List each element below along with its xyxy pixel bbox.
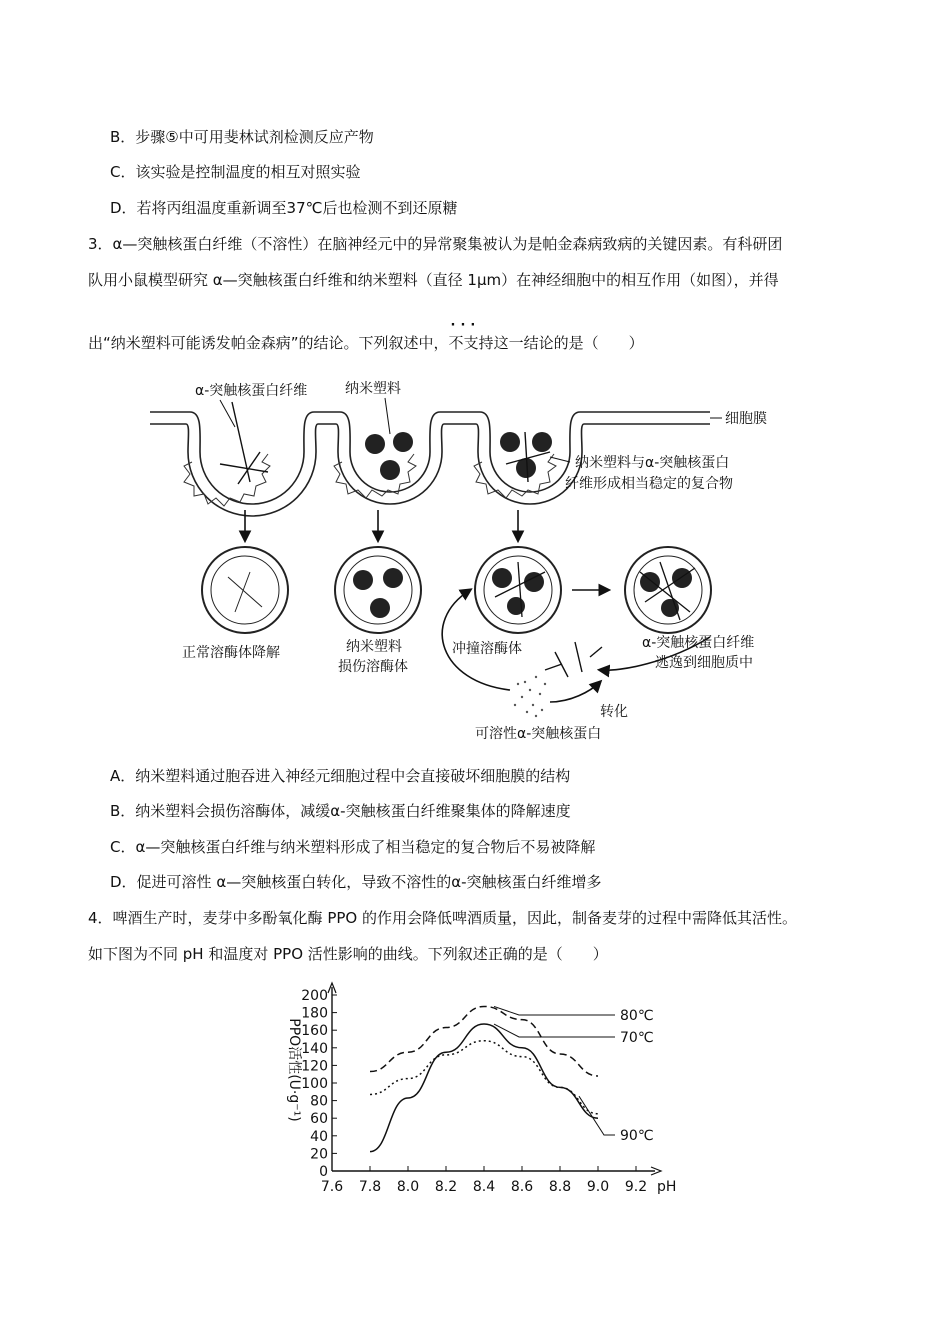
soluble-protein-dots: [514, 676, 546, 717]
y-axis-label: PPO活性(U·g⁻¹): [286, 1018, 302, 1122]
label-soluble: 可溶性α-突触核蛋白: [475, 726, 602, 742]
q3-option-d: D．促进可溶性 α—突触核蛋白转化，导致不溶性的α-突触核蛋白纤维增多: [110, 873, 602, 891]
q2-option-b: B．步骤⑤中可用斐林试剂检测反应产物: [110, 128, 374, 146]
x-axis-label: pH: [657, 1179, 677, 1195]
emphasis-dots: ···: [450, 318, 481, 333]
fiber-strands: [220, 402, 268, 484]
x-tick-label: 8.2: [434, 1179, 458, 1195]
y-tick-label: 80: [310, 1093, 328, 1110]
y-tick-label: 60: [310, 1111, 328, 1128]
x-tick-label: 8.8: [548, 1179, 572, 1195]
y-tick-label: 100: [301, 1076, 328, 1092]
down-arrows: [245, 510, 518, 540]
lysosome-normal: [202, 547, 288, 633]
series-leader: [494, 1024, 615, 1037]
q3-stem-line3-pre: 出“纳米塑料可能诱发帕金森病”的结论。下列叙述中，: [88, 334, 449, 352]
lysosome-damaged: [335, 547, 421, 633]
y-tick-label: 200: [301, 988, 328, 1004]
q3-option-a: A．纳米塑料通过胞吞进入神经元细胞过程中会直接破坏细胞膜的结构: [110, 767, 571, 785]
clathrin-coat: [184, 454, 556, 506]
label-fiber: α-突触核蛋白纤维: [195, 383, 308, 399]
chart-series: [370, 1006, 598, 1151]
escaped-fibers: [545, 642, 602, 677]
x-tick-label: 7.8: [358, 1179, 382, 1195]
q3-stem-line1: 3．α—突触核蛋白纤维（不溶性）在脑神经元中的异常聚集被认为是帕金森病致病的关键因素。有科研团: [88, 235, 783, 253]
q3-stem-line2: 队用小鼠模型研究 α—突触核蛋白纤维和纳米塑料（直径 1μm）在神经细胞中的相互作用（如图），并得: [88, 271, 779, 289]
label-escape-1: α-突触核蛋白纤维: [642, 635, 755, 651]
label-membrane: 细胞膜: [725, 411, 767, 427]
chart-labels: [494, 1006, 654, 1144]
ppo-activity-chart: [260, 975, 690, 1210]
label-damage-1: 纳米塑料: [346, 639, 402, 655]
x-tick-label: 9.0: [586, 1179, 610, 1195]
label-nanoplastic: 纳米塑料: [345, 381, 401, 397]
y-tick-label: 40: [310, 1128, 328, 1145]
q4-stem-line2: 如下图为不同 pH 和温度对 PPO 活性影响的曲线。下列叙述正确的是（ ）: [88, 945, 608, 963]
label-normal: 正常溶酶体降解: [182, 645, 280, 661]
series-line-90c: [370, 1041, 598, 1114]
lysosome-impacted: [475, 547, 561, 633]
x-tick-label: 8.4: [472, 1179, 496, 1195]
x-tick-label: 9.2: [624, 1179, 648, 1195]
y-tick-label: 140: [301, 1040, 328, 1057]
series-label: 80℃: [620, 1008, 654, 1024]
y-tick-label: 20: [310, 1146, 328, 1163]
series-line-70c: [370, 1024, 598, 1152]
series-leader: [579, 1096, 615, 1135]
q3-option-b: B．纳米塑料会损伤溶酶体，减缓α-突触核蛋白纤维聚集体的降解速度: [110, 802, 571, 820]
y-tick-label: 120: [301, 1058, 328, 1075]
series-label: 70℃: [620, 1030, 654, 1046]
label-impact: 冲撞溶酶体: [452, 641, 522, 657]
y-tick-label: 160: [301, 1023, 328, 1040]
y-tick-label: 180: [301, 1005, 328, 1022]
y-tick-label: 0: [319, 1164, 328, 1180]
q3-stem-line3: [88, 318, 644, 353]
x-tick-label: 8.6: [510, 1179, 534, 1195]
q3-stem-line3-post: 这一结论的是（ ）: [493, 334, 644, 352]
q2-option-d: D．若将丙组温度重新调至37℃后也检测不到还原糖: [110, 199, 458, 217]
label-escape-2: 逃逸到细胞质中: [655, 655, 753, 671]
label-damage-2: 损伤溶酶体: [338, 659, 408, 675]
lysosome-diagram: [150, 372, 800, 747]
emphasis-not-support: ··· 不支持: [448, 318, 494, 352]
lysosome-ruptured: [625, 547, 711, 633]
series-label: 90℃: [620, 1128, 654, 1144]
q3-option-c: C．α—突触核蛋白纤维与纳米塑料形成了相当稳定的复合物后不易被降解: [110, 838, 596, 856]
q2-option-c: C．该实验是控制温度的相互对照实验: [110, 163, 361, 181]
series-leader: [494, 1006, 615, 1015]
x-tick-label: 7.6: [320, 1179, 344, 1195]
label-complex-2: 纤维形成相当稳定的复合物: [565, 476, 733, 492]
q4-stem-line1: 4．啤酒生产时，麦芽中多酚氧化酶 PPO 的作用会降低啤酒质量，因此，制备麦芽的过程中需降低其活性。: [88, 909, 797, 927]
label-complex-1: 纳米塑料与α-突触核蛋白: [575, 455, 730, 471]
x-tick-label: 8.0: [396, 1179, 420, 1195]
nanoplastic-particles: [365, 432, 552, 480]
label-convert: 转化: [600, 704, 628, 720]
